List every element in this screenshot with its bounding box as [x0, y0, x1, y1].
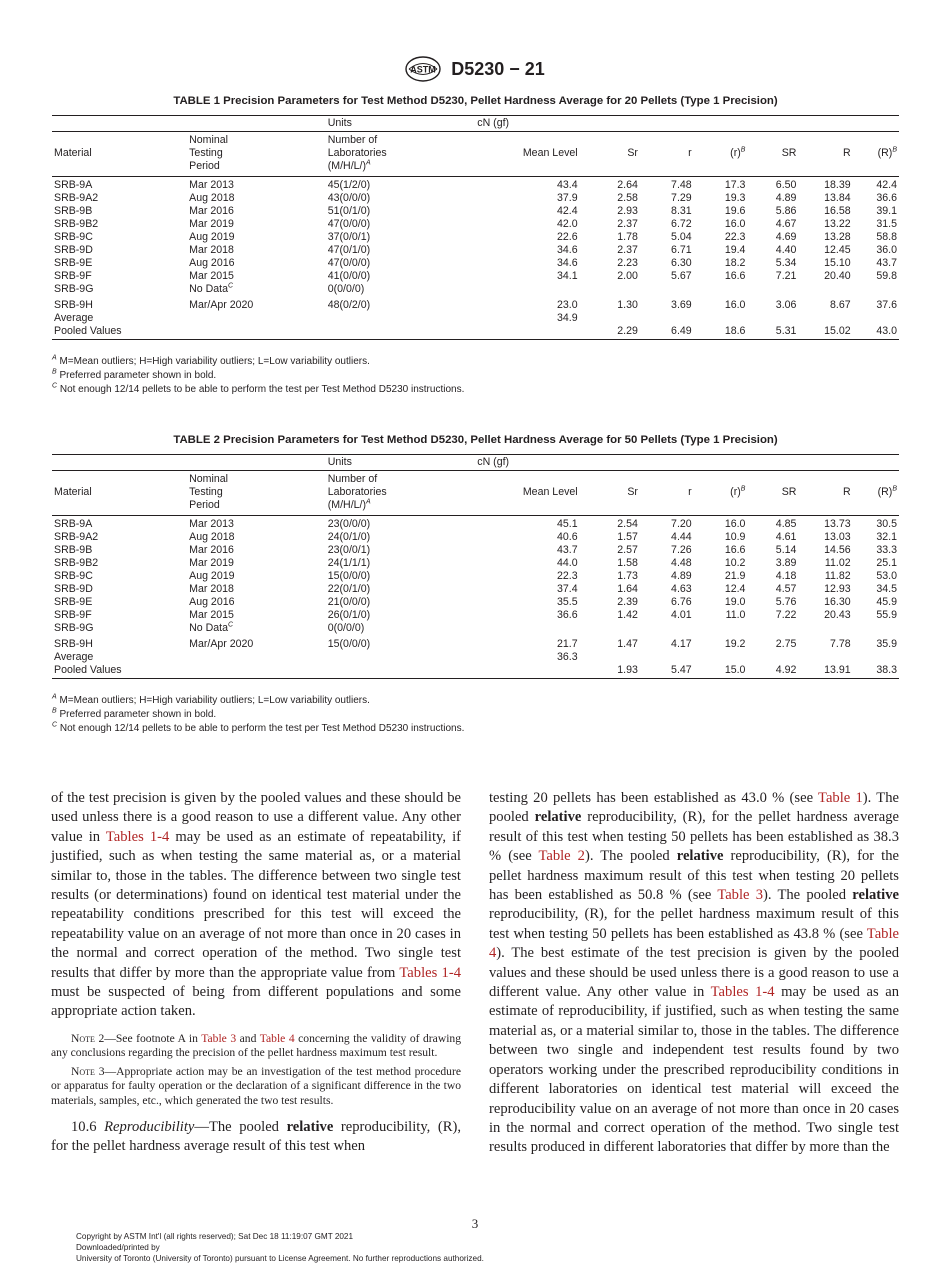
table-row: SRB-9A Mar 2013 45(1/2/0) 43.4 2.64 7.48 17.3 6.50 18.39 42.4 [52, 177, 899, 193]
link-table-3[interactable]: Table 3 [201, 1031, 237, 1045]
table2-title: TABLE 2 Precision Parameters for Test Method D5230, Pellet Hardness Average for 50 Pellets (Type 1 Precision) [173, 434, 778, 446]
right-column [489, 789, 899, 1158]
left-column [51, 789, 461, 1157]
note-3: Note 3—Appropriate action may be an investigation of the test method procedure or apparatus for faulty operation or the declaration of a significant difference in the two materials, samples, etc., which generated the two test results. [51, 1064, 461, 1107]
table-row: SRB-9A Mar 2013 23(0/0/0) 45.1 2.54 7.20 16.0 4.85 13.73 30.5 [52, 516, 899, 532]
reproducibility-paragraph: 10.6 Reproducibility—The pooled relative reproducibility, (R), for the pellet hardness average result of this test when [51, 1118, 461, 1155]
units-value: cN (gf) [473, 455, 640, 471]
table-row: SRB-9A2 Aug 2018 24(0/1/0) 40.6 1.57 4.44 10.9 4.61 13.03 32.1 [54, 531, 897, 543]
table-row: SRB-9D Mar 2018 22(0/1/0) 37.4 1.64 4.63 12.4 4.57 12.93 34.5 [54, 583, 897, 595]
astm-logo-icon [405, 56, 441, 82]
col-labs: Number of Laboratories $(M/H/L/)^A$ [326, 132, 474, 177]
table-row: SRB-9H Mar/Apr 2020 15(0/0/0) 21.7 1.47 4.17 19.2 2.75 7.78 35.9 [54, 638, 897, 650]
link-table-1[interactable]: Table 1 [818, 790, 863, 806]
table-row: SRB-9A2 Aug 2018 43(0/0/0) 37.9 2.58 7.29 19.3 4.89 13.84 36.6 [54, 192, 897, 204]
table-row: SRB-9C Aug 2019 37(0/0/1) 22.6 1.78 5.04 22.3 4.69 13.28 58.8 [54, 231, 897, 243]
repeatability-paragraph: of the test precision is given by the pooled values and these should be used unless there is a good reason to use a different value. Any other value in Tables 1-4 may be used as an estimate of repeatability, if justified, such as when testing the same material as, or a material similar to, those in the tables. The difference between two single test results (or determinations) found on identical test material under the repeatability conditions prescribed for this test will exceed the repeatability value on an average of not more than once in 20 cases in the normal and correct operation of the method. Two single test results that differ by more than the appropriate value from Tables 1-4 must be suspected of being from different populations and some appropriate action taken. [51, 790, 461, 1020]
col-r: r [640, 471, 694, 516]
table-row: SRB-9F Mar 2015 41(0/0/0) 34.1 2.00 5.67 16.6 7.21 20.40 59.8 [54, 270, 897, 282]
link-table-4[interactable]: Table 4 [259, 1031, 295, 1045]
table1-title: TABLE 1 Precision Parameters for Test Method D5230, Pellet Hardness Average for 20 Pellets (Type 1 Precision) [173, 95, 778, 107]
col-material: Material [52, 132, 187, 177]
link-table-4[interactable]: Table 4 [489, 925, 899, 962]
table-row: Average 34.9 [54, 312, 578, 324]
reproducibility-continued: testing 20 pellets has been established as 43.0 % (see Table 1). The pooled relative reproducibility, (R), for the pellet hardness average result of this test when testing 50 pellets has been established as 38.3 % (see Table 2). The pooled relative reproducibility, (R), for the pellet hardness maximum result of this test when testing 20 pellets has been established as 50.8 % (see Table 3). The pooled relative reproducibility, (R), for the pellet hardness maximum result of this test when testing 50 pellets has been established as 43.8 % (see Table 4). The best estimate of the test precision is given by the pooled values and these should be used unless there is a good reason to use a different value. Any other value in Tables 1-4 may be used as an estimate of reproducibility, if justified, such as when testing the same material as, or a material similar to, those in the tables. The difference between two single and independent test results found by two operators working under the prescribed reproducibility conditions in different laboratories on identical test material will exceed the reproducibility value on an average of not more than once in 20 cases in the normal and correct operation of the method. Two single test results produced in different laboratories that differ by more than the [489, 790, 899, 1156]
page-header [0, 56, 950, 82]
col-r-rel: $(r)^B$ [694, 132, 748, 177]
link-table-2[interactable]: Table 2 [538, 848, 585, 865]
link-tables-1-4[interactable]: Tables 1-4 [105, 828, 170, 845]
units-label: Units [326, 116, 474, 132]
col-material: Material [52, 471, 187, 516]
footnote-b: $^B$ Preferred parameter shown in bold. [52, 707, 217, 720]
table2 [52, 454, 899, 679]
table-row: SRB-9G No Data$^C$ 0(0/0/0) [54, 282, 365, 295]
page-number: 3 [471, 1216, 479, 1231]
table-row: Pooled Values 1.93 5.47 15.0 4.92 13.91 38.3 [52, 664, 899, 679]
col-labs: Number of Laboratories $(M/H/L/)^A$ [326, 471, 474, 516]
footnote-c: $^C$ Not enough 12/14 pellets to be able to perform the test per Test Method D5230 instructions. [52, 382, 465, 395]
footnote-a: $^A$ M=Mean outliers; H=High variability outliers; L=Low variability outliers. [52, 693, 370, 706]
link-tables-1-4[interactable]: Tables 1-4 [710, 984, 775, 1001]
link-tables-1-4[interactable]: Tables 1-4 [399, 964, 461, 981]
footnote-a: $^A$ M=Mean outliers; H=High variability outliers; L=Low variability outliers. [52, 354, 370, 367]
col-sR: SR [747, 132, 798, 177]
col-mean: Mean Level [473, 132, 579, 177]
col-period: Nominal Testing Period [187, 471, 326, 516]
col-R: R [798, 132, 852, 177]
col-r-rel: $(r)^B$ [694, 471, 748, 516]
units-label: Units [326, 455, 474, 471]
link-table-3[interactable]: Table 3 [717, 887, 764, 904]
table-row: SRB-9B2 Mar 2019 24(1/1/1) 44.0 1.58 4.48 10.2 3.89 11.02 25.1 [54, 557, 897, 569]
svg-text:ASTM: ASTM [410, 64, 436, 75]
col-sr: Sr [580, 132, 640, 177]
col-sR: SR [747, 471, 798, 516]
col-period: Nominal Testing Period [187, 132, 326, 177]
table-row: SRB-9E Aug 2016 47(0/0/0) 34.6 2.23 6.30 18.2 5.34 15.10 43.7 [54, 257, 897, 269]
table-row: Pooled Values 2.29 6.49 18.6 5.31 15.02 43.0 [52, 325, 899, 340]
table-row: SRB-9C Aug 2019 15(0/0/0) 22.3 1.73 4.89 21.9 4.18 11.82 53.0 [54, 570, 897, 582]
table2-footnotes [52, 694, 464, 736]
table-row: SRB-9B2 Mar 2019 47(0/0/0) 42.0 2.37 6.72 16.0 4.67 13.22 31.5 [54, 218, 897, 230]
table-row: SRB-9G No Data$^C$ 0(0/0/0) [54, 621, 365, 634]
col-R-rel: $(R)^B$ [853, 132, 899, 177]
table-row: SRB-9B Mar 2016 51(0/1/0) 42.4 2.93 8.31 19.6 5.86 16.58 39.1 [54, 205, 897, 217]
table-row: SRB-9H Mar/Apr 2020 48(0/2/0) 23.0 1.30 3.69 16.0 3.06 8.67 37.6 [54, 299, 897, 311]
col-mean: Mean Level [473, 471, 579, 516]
document-code: D5230 − 21 [451, 58, 545, 79]
col-R: R [798, 471, 852, 516]
copyright-notice: Copyright by ASTM Int'l (all rights reserved); Sat Dec 18 11:19:07 GMT 2021 Downloaded/printed by University of Toronto (University of Toronto) pursuant to License Agreement. No further reproductions authorized. [76, 1232, 484, 1263]
table-row: SRB-9E Aug 2016 21(0/0/0) 35.5 2.39 6.76 19.0 5.76 16.30 45.9 [54, 596, 897, 608]
table1-footnotes [52, 355, 464, 397]
col-r: r [640, 132, 694, 177]
table1 [52, 115, 899, 340]
footnote-c: $^C$ Not enough 12/14 pellets to be able to perform the test per Test Method D5230 instructions. [52, 721, 465, 734]
table-row: SRB-9D Mar 2018 47(0/1/0) 34.6 2.37 6.71 19.4 4.40 12.45 36.0 [54, 244, 897, 256]
table-row: SRB-9B Mar 2016 23(0/0/1) 43.7 2.57 7.26 16.6 5.14 14.56 33.3 [54, 544, 897, 556]
table-row: SRB-9F Mar 2015 26(0/1/0) 36.6 1.42 4.01 11.0 7.22 20.43 55.9 [54, 609, 897, 621]
table-row: Average 36.3 [54, 651, 578, 663]
footnote-b: $^B$ Preferred parameter shown in bold. [52, 368, 217, 381]
units-value: cN (gf) [473, 116, 640, 132]
col-sr: Sr [580, 471, 640, 516]
note-2: Note 2—See footnote A in Table 3 and Table 4 concerning the validity of drawing any conclusions regarding the precision of the pellet hardness maximum test result. [51, 1031, 462, 1060]
col-R-rel: $(R)^B$ [853, 471, 899, 516]
